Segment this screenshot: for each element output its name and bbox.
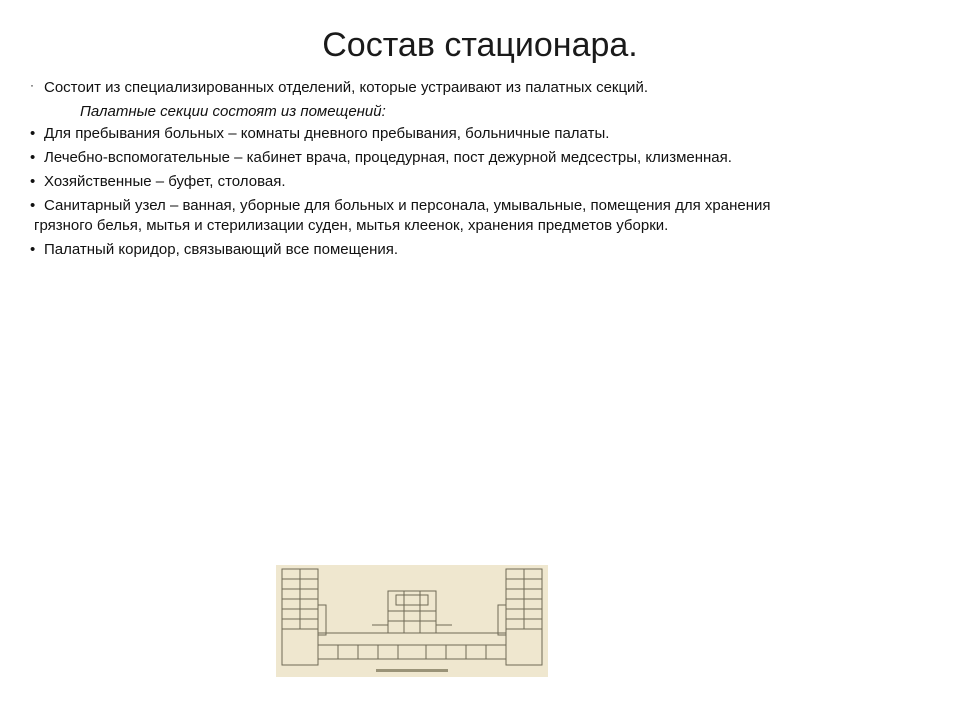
list-item xyxy=(30,172,920,192)
list-item-text: Палатный коридор, связывающий все помещения. xyxy=(44,241,399,258)
subheading: Палатные секции состоят из помещений: xyxy=(80,103,386,120)
list-item-text: Лечебно-вспомогательные – кабинет врача, процедурная, пост дежурной медсестры, клизменная. xyxy=(44,149,732,166)
list-item-text: Для пребывания больных – комнаты дневного пребывания, больничные палаты. xyxy=(44,125,610,142)
hospital-floor-plan-image xyxy=(276,565,548,677)
bullet: • xyxy=(30,197,36,214)
list-item xyxy=(30,196,920,236)
list-item-text-continuation: грязного белья, мытья и стерилизации суден, мытья клеенок, хранения предметов уборки. xyxy=(34,217,669,234)
intro-marker: · xyxy=(30,78,34,92)
list-item xyxy=(30,240,920,260)
slide-title: Состав стационара. xyxy=(322,26,638,64)
bullet: • xyxy=(30,149,36,166)
bullet: • xyxy=(30,125,36,142)
list-item xyxy=(30,124,920,144)
intro-text: Состоит из специализированных отделений, которые устраивают из палатных секций. xyxy=(44,79,648,96)
bullet: • xyxy=(30,173,36,190)
slide-content xyxy=(30,78,920,264)
intro-paragraph xyxy=(30,78,920,98)
list-item-text: Хозяйственные – буфет, столовая. xyxy=(44,173,286,190)
list-item-text: Санитарный узел – ванная, уборные для больных и персонала, умывальные, помещения для хранения xyxy=(44,197,771,214)
list-item xyxy=(30,148,920,168)
bullet: • xyxy=(30,241,36,258)
